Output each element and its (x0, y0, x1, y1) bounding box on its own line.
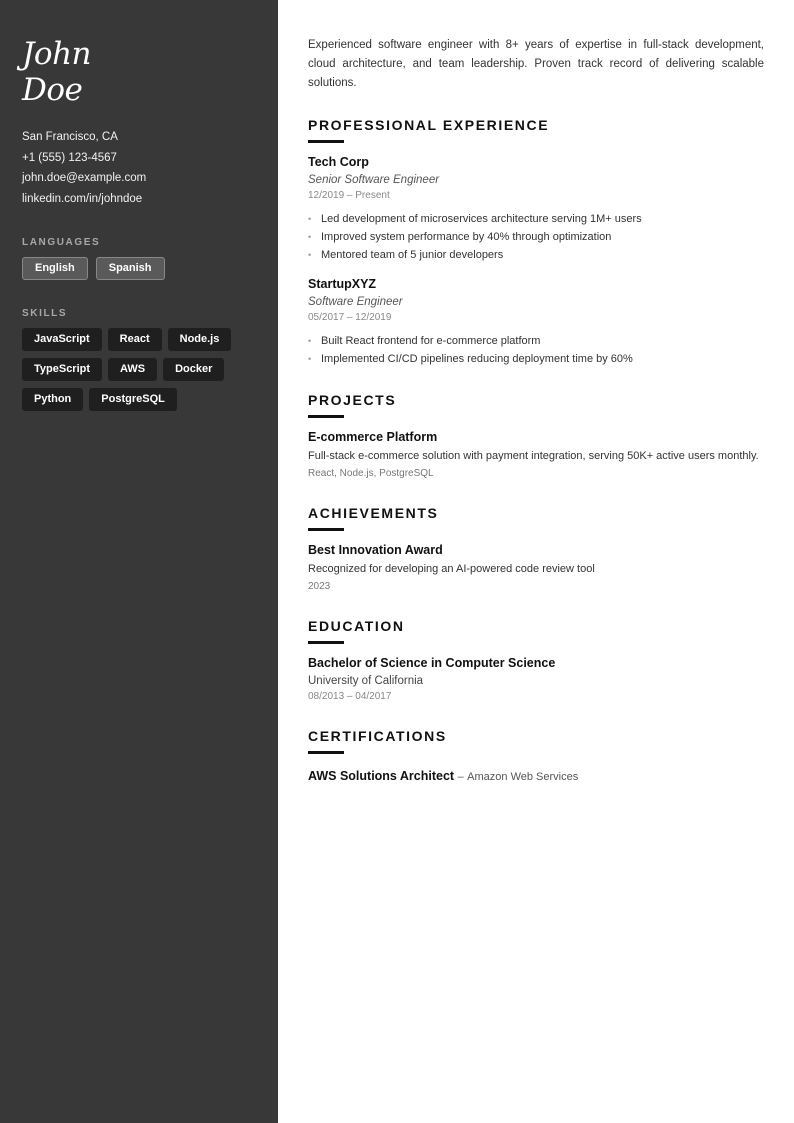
languages-heading: LANGUAGES (22, 237, 101, 248)
job-role: Software Engineer (308, 296, 403, 308)
achievement-year: 2023 (308, 581, 331, 592)
skill-badge: PostgreSQL (89, 388, 177, 411)
project-name: E-commerce Platform (308, 430, 438, 444)
job-entry (308, 154, 764, 264)
sidebar (0, 0, 278, 1123)
section-title: PROJECTS (308, 392, 397, 408)
certifications-section (308, 728, 764, 785)
education-section (308, 618, 764, 704)
project-tech: React, Node.js, PostgreSQL (308, 468, 434, 479)
location: San Francisco, CA (22, 131, 118, 143)
bullet-item: • Mentored team of 5 junior developers (308, 246, 764, 264)
job-entry (308, 276, 764, 368)
summary: Experienced software engineer with 8+ years of expertise in full-stack development, cloud architecture, and team leadership. Proven track record of delivering scalable solutions. (308, 39, 764, 89)
company-name: Tech Corp (308, 155, 369, 169)
job-dates: 05/2017 – 12/2019 (308, 312, 392, 323)
skills-list (22, 328, 252, 411)
projects-section (308, 392, 764, 481)
phone: +1 (555) 123-4567 (22, 151, 117, 164)
section-title: EDUCATION (308, 618, 405, 634)
job-role: Senior Software Engineer (308, 174, 440, 186)
skill-badge: TypeScript (22, 358, 102, 381)
school: University of California (308, 675, 424, 687)
certification-issuer: Amazon Web Services (467, 771, 579, 783)
skill-badge: Node.js (168, 328, 232, 351)
section-divider (308, 140, 344, 143)
section-title: CERTIFICATIONS (308, 728, 447, 744)
skills-heading: SKILLS (22, 308, 68, 319)
company-name: StartupXYZ (308, 277, 377, 291)
experience-section (308, 117, 764, 368)
candidate-name (22, 36, 256, 108)
languages-list (22, 257, 256, 280)
achievement-title: Best Innovation Award (308, 543, 443, 557)
bullet-item: • Improved system performance by 40% through optimization (308, 228, 764, 246)
main-content (308, 36, 764, 785)
bullet-item: • Led development of microservices architecture serving 1M+ users (308, 210, 764, 228)
bullet-item: • Implemented CI/CD pipelines reducing deployment time by 60% (308, 350, 764, 368)
section-divider (308, 751, 344, 754)
education-dates: 08/2013 – 04/2017 (308, 691, 392, 702)
section-divider (308, 641, 344, 644)
skill-badge: Python (22, 388, 83, 411)
email: john.doe@example.com (22, 172, 147, 184)
first-name: John (22, 36, 92, 72)
achievements-section (308, 505, 764, 594)
job-dates: 12/2019 – Present (308, 190, 390, 201)
certification-entry (308, 768, 764, 785)
skill-badge: AWS (108, 358, 157, 381)
certification-separator: – (457, 771, 464, 783)
language-badge: English (22, 257, 88, 280)
section-divider (308, 528, 344, 531)
achievement-description: Recognized for developing an AI-powered code review tool (308, 563, 595, 575)
project-description: Full-stack e-commerce solution with payment integration, serving 50K+ active users monthly. (308, 450, 759, 462)
section-title: ACHIEVEMENTS (308, 505, 439, 521)
skill-badge: JavaScript (22, 328, 102, 351)
section-title: PROFESSIONAL EXPERIENCE (308, 117, 550, 133)
job-bullets (308, 210, 764, 264)
job-bullets (308, 332, 764, 368)
language-badge: Spanish (96, 257, 165, 280)
section-divider (308, 415, 344, 418)
degree: Bachelor of Science in Computer Science (308, 656, 556, 670)
bullet-item: • Built React frontend for e-commerce platform (308, 332, 764, 350)
contact-info (22, 127, 256, 209)
skill-badge: React (108, 328, 162, 351)
linkedin: linkedin.com/in/johndoe (22, 192, 143, 205)
certification-name: AWS Solutions Architect (308, 769, 455, 783)
last-name: Doe (22, 72, 83, 108)
skill-badge: Docker (163, 358, 224, 381)
